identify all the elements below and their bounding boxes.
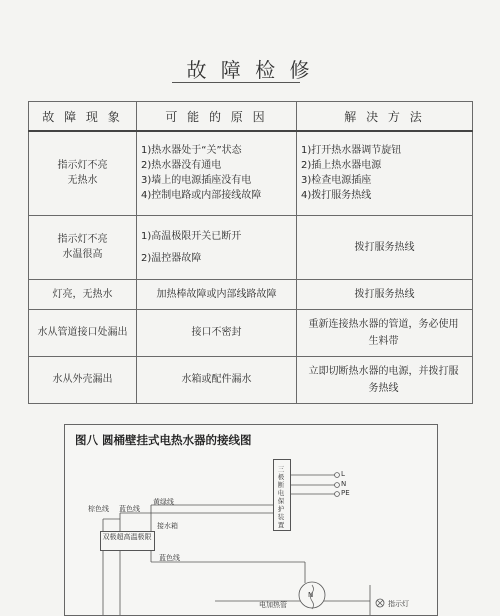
- cause-text: 加热棒故障或内部线路故障: [156, 288, 277, 300]
- symptom-cell: [29, 131, 137, 215]
- double-pole-limiter-label: 双极超高温极限: [102, 533, 152, 541]
- header-symptom: 故 障 现 象: [29, 102, 137, 132]
- cause-text: 1)热水器处于“关”状态: [141, 145, 242, 157]
- header-solution: 解 决 方 法: [297, 102, 473, 132]
- table-row: [29, 309, 473, 356]
- troubleshooting-table: [28, 101, 473, 404]
- blue-wire-2-label: 蓝色线: [159, 554, 180, 562]
- symptom-cell: [29, 309, 137, 356]
- solution-text: 立即切断热水器的电源，并拨打服: [308, 365, 459, 377]
- symptom-cell: [29, 356, 137, 403]
- cause-text: 1)高温极限开关已断开: [141, 230, 242, 242]
- symptom-text: 指示灯不亮: [57, 234, 108, 245]
- terminal-n-icon: [335, 483, 340, 488]
- heating-element-symbol: N: [308, 591, 314, 599]
- table-header-row: [29, 102, 473, 132]
- page-title: 故 障 检 修: [186, 58, 314, 82]
- table-row: [29, 131, 473, 215]
- cause-text: 2)热水器没有通电: [141, 160, 222, 172]
- solution-cell: [297, 131, 473, 215]
- symptom-text: 水从管道接口处漏出: [37, 327, 128, 338]
- solution-cell: [297, 279, 473, 309]
- table-row: [29, 215, 473, 279]
- cause-text: 3)墙上的电源插座没有电: [141, 175, 252, 187]
- cause-cell: [137, 131, 297, 215]
- water-heater-connector-label: 接水箱: [157, 522, 178, 530]
- solution-cell: [297, 215, 473, 279]
- symptom-text: 无热水: [67, 175, 98, 187]
- heating-tube-label: 电加热管: [259, 601, 287, 609]
- symptom-text: 灯亮，无热水: [52, 288, 113, 300]
- wiring-lines: [65, 425, 437, 615]
- table-row: [29, 356, 473, 403]
- terminal-l-label: L: [341, 470, 345, 478]
- cause-cell: [137, 279, 297, 309]
- title-underline: [172, 82, 300, 83]
- solution-text: 1)打开热水器调节旋钮: [301, 145, 402, 157]
- protector-label: 三极断电保护装置: [277, 465, 285, 529]
- wiring-diagram: [64, 424, 438, 616]
- brown-wire-label: 棕色线: [88, 505, 109, 513]
- solution-cell: [297, 309, 473, 356]
- cause-cell: [137, 356, 297, 403]
- terminal-l-icon: [335, 473, 340, 478]
- cause-text: 2)温控器故障: [141, 252, 202, 264]
- solution-text: 2)插上热水器电源: [301, 160, 382, 172]
- header-cause: 可 能 的 原 因: [137, 102, 297, 132]
- cause-text: 接口不密封: [191, 327, 242, 338]
- symptom-cell: [29, 279, 137, 309]
- cause-cell: [137, 215, 297, 279]
- cause-text: 4)控制电路或内部接线故障: [141, 190, 262, 202]
- blue-wire-label: 蓝色线: [119, 505, 140, 513]
- symptom-text: 水温很高: [62, 249, 103, 260]
- solution-text: 拨打服务热线: [354, 288, 415, 300]
- symptom-text: 指示灯不亮: [57, 160, 108, 172]
- indicator-lamp-label: 指示灯: [388, 600, 409, 608]
- table-row: [29, 279, 473, 309]
- diagram-title: 图八 圆桶壁挂式电热水器的接线图: [75, 433, 252, 447]
- symptom-text: 水从外壳漏出: [52, 374, 113, 385]
- terminal-pe-icon: [335, 492, 340, 497]
- terminal-pe-label: PE: [341, 489, 350, 497]
- symptom-cell: [29, 215, 137, 279]
- solution-text: 务热线: [368, 382, 399, 394]
- solution-text: 3)检查电源插座: [301, 175, 372, 187]
- yellow-green-wire-label: 黄绿线: [153, 498, 174, 506]
- terminal-n-label: N: [341, 480, 347, 488]
- solution-cell: [297, 356, 473, 403]
- cause-text: 水箱或配件漏水: [181, 374, 252, 385]
- cause-cell: [137, 309, 297, 356]
- solution-text: 4)拨打服务热线: [301, 190, 372, 202]
- solution-text: 生料带: [368, 335, 399, 347]
- solution-text: 重新连接热水器的管道，务必使用: [308, 318, 459, 330]
- solution-text: 拨打服务热线: [354, 241, 415, 253]
